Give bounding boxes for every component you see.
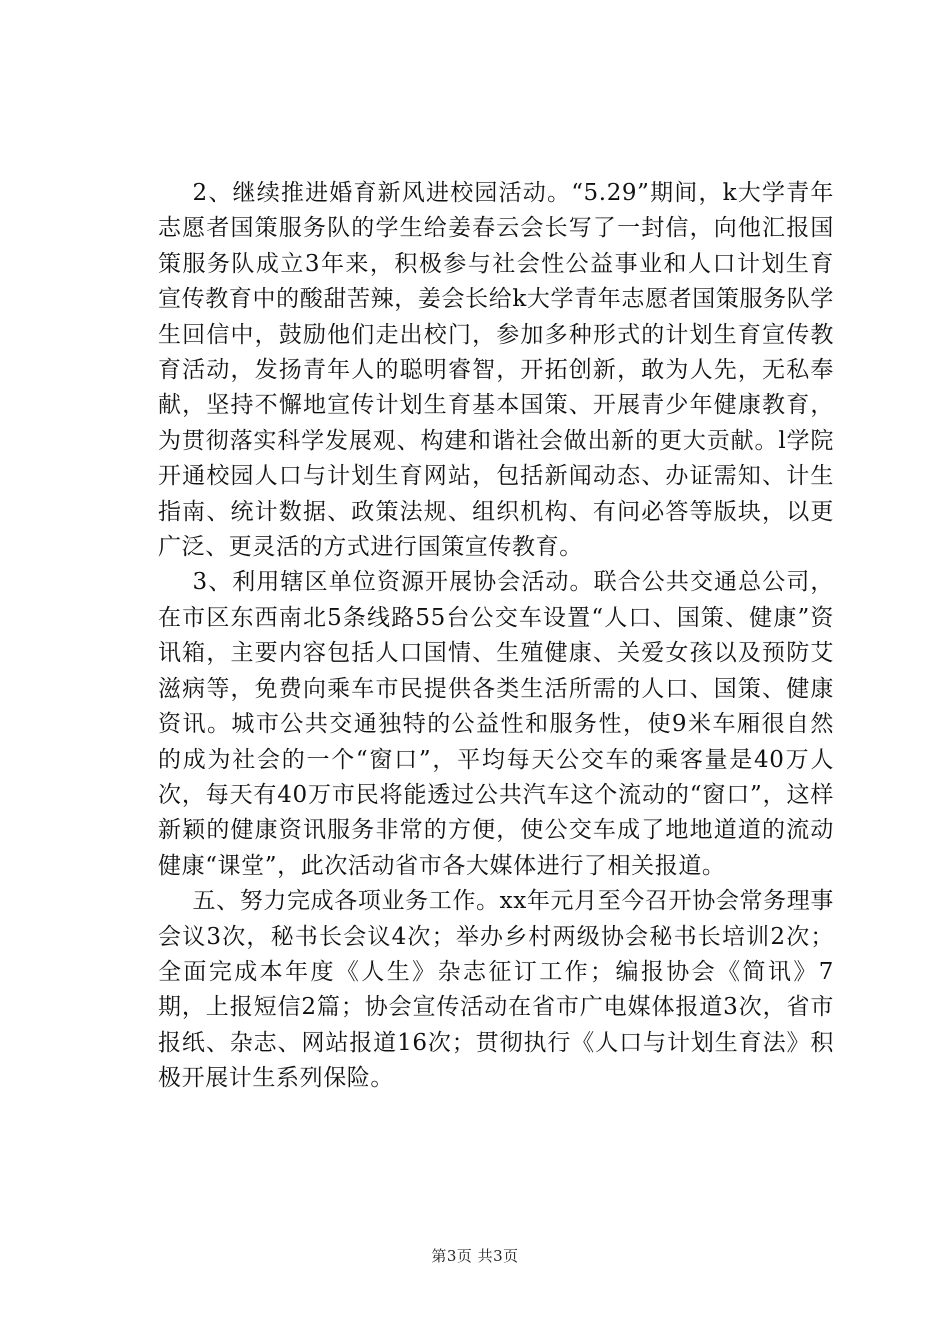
paragraph-business-work: 五、努力完成各项业务工作。xx年元月至今召开协会常务理事会议3次，秘书长会议4次；举办乡村两级协会秘书长培训2次；全面完成本年度《人生》杂志征订工作；编报协会《简讯》7期，上报短信2篇；协会宣传活动在省市广电媒体报道3次，省市报纸、杂志、网站报道16次；贯彻执行《人口与计划生育法》积极开展计生系列保险。	[158, 888, 834, 1092]
paragraph-bus-activity: 3、利用辖区单位资源开展协会活动。联合公共交通总公司，在市区东西南北5条线路55台公交车设置“人口、国策、健康”资讯箱，主要内容包括人口国情、生殖健康、关爱女孩以及预防艾滋病等，免费向乘车市民提供各类生活所需的人口、国策、健康资讯。城市公共交通独特的公益性和服务性，使9米车厢很自然的成为社会的一个“窗口”，平均每天公交车的乘客量是40万人次，每天有40万市民将能透过公共汽车这个流动的“窗口”，这样新颖的健康资讯服务非常的方便，使公交车成了地地道道的流动健康“课堂”，此次活动省市各大媒体进行了相关报道。	[158, 569, 834, 879]
document-body	[158, 176, 834, 1097]
page-footer: 第3页 共3页	[431, 1247, 519, 1265]
paragraph-campus-activity: 2、继续推进婚育新风进校园活动。“5.29”期间，k大学青年志愿者国策服务队的学生给姜春云会长写了一封信，向他汇报国策服务队成立3年来，积极参与社会性公益事业和人口计划生育宣传教育中的酸甜苦辣，姜会长给k大学青年志愿者国策服务队学生回信中，鼓励他们走出校门，参加多种形式的计划生育宣传教育活动，发扬青年人的聪明睿智，开拓创新，敢为人先，无私奉献，坚持不懈地宣传计划生育基本国策、开展青少年健康教育，为贯彻落实科学发展观、构建和谐社会做出新的更大贡献。l学院开通校园人口与计划生育网站，包括新闻动态、办证需知、计生指南、统计数据、政策法规、组织机构、有问必答等版块，以更广泛、更灵活的方式进行国策宣传教育。	[158, 180, 834, 561]
